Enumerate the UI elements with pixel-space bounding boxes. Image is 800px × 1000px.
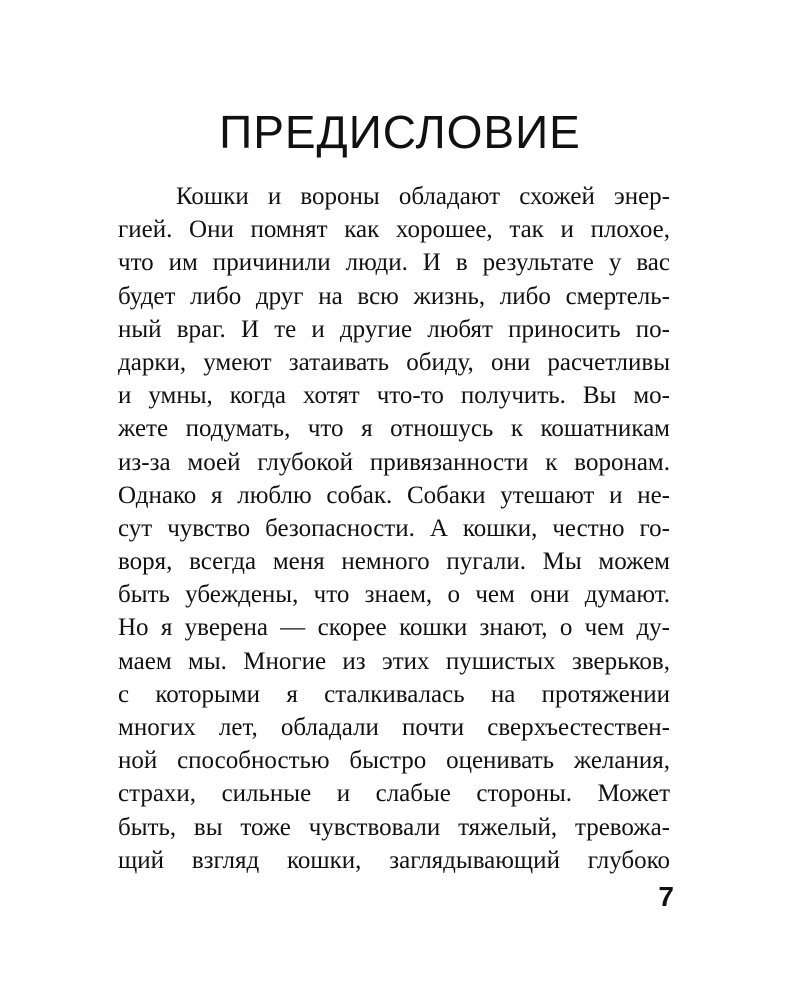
text-line: что им причинили люди. И в результате у вас (118, 249, 670, 277)
text-line: и умны, когда хотят что-то получить. Вы мо- (118, 382, 670, 410)
text-line: Но я уверена — скорее кошки знают, о чем ду- (118, 614, 670, 642)
text-line: быть убеждены, что знаем, о чем они думают. (118, 581, 670, 609)
text-line: жете подумать, что я отношусь к кошатникам (118, 415, 670, 443)
page-number: 7 (658, 881, 674, 912)
text-line: гией. Они помнят как хорошее, так и плохое, (118, 216, 670, 244)
text-line: щий взгляд кошки, заглядывающий глубоко (118, 846, 670, 874)
text-line: будет либо друг на всю жизнь, либо смертель- (118, 282, 670, 310)
text-line: многих лет, обладали почти сверхъестествен- (118, 714, 670, 741)
text-line: воря, всегда меня немного пугали. Мы можем (118, 548, 670, 576)
text-line: ной способностью быстро оценивать желания, (118, 747, 670, 775)
text-line: быть, вы тоже чувствовали тяжелый, тревожа- (118, 813, 670, 841)
text-line: дарки, умеют затаивать обиду, они расчетливы (118, 348, 670, 376)
text-line: Кошки и вороны обладают схожей энер- (176, 183, 670, 210)
text-line: из-за моей глубокой привязанности к воронам. (118, 448, 670, 476)
text-line: маем мы. Многие из этих пушистых зверьков, (118, 647, 670, 675)
chapter-title: ПРЕДИСЛОВИЕ (219, 106, 581, 158)
body-paragraph (118, 180, 670, 877)
text-line: Однако я люблю собак. Собаки утешают и не- (118, 481, 670, 509)
text-line: сут чувство безопасности. А кошки, честно го- (118, 514, 670, 542)
text-line: с которыми я сталкивалась на протяжении (118, 680, 670, 708)
text-line: ный враг. И те и другие любят приносить по- (118, 315, 670, 343)
text-line: страхи, сильные и слабые стороны. Может (118, 780, 670, 808)
